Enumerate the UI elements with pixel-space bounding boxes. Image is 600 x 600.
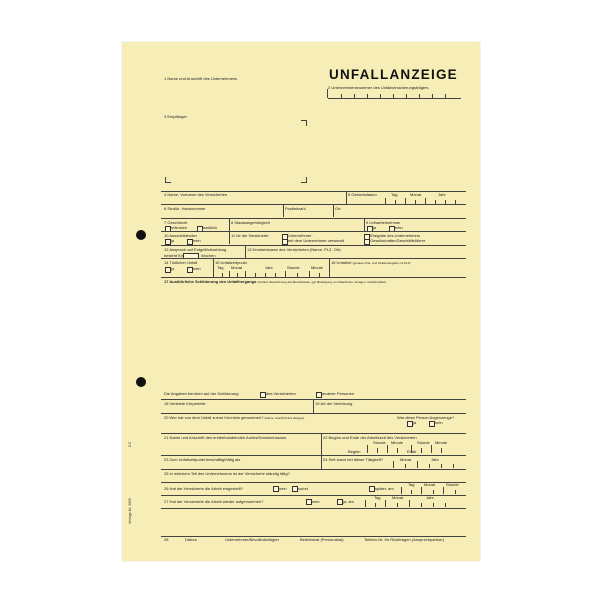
entrepreneur-label: Unternehmer <box>288 233 312 238</box>
publisher-number: Verlags-Nr. 2665 <box>128 497 132 524</box>
date-signature-label: Datum <box>185 537 197 542</box>
punch-hole-bottom <box>136 377 146 387</box>
accident-hour-label: Stunde <box>287 265 300 270</box>
spouse-label: Ehegatte des Unternehmers <box>370 233 421 238</box>
postcode-input[interactable] <box>285 211 331 217</box>
department-input[interactable] <box>164 476 463 481</box>
end-hour-label: Stunde <box>417 440 430 445</box>
start-hour-label: Stunde <box>373 440 386 445</box>
field-1-label: 1 Name und Anschrift des Unternehmens <box>164 76 238 81</box>
stopped-no-label: nein <box>279 486 287 491</box>
field-12-label: 12 Anspruch auf Entgeltfortzahlung <box>164 247 227 252</box>
date-year-label: Jahr <box>438 192 446 197</box>
signature-area[interactable] <box>164 510 463 534</box>
continued-pay-for-label: besteht für <box>164 253 183 258</box>
field-4-label: 4 Name, Vorname des Versicherten <box>164 192 228 197</box>
field-2-label: 2 Unternehmensnummer des Unfallversicherungsträgers <box>328 85 429 90</box>
first-doctor-input[interactable] <box>164 440 316 450</box>
field-11-label: 11 Ist der Versicherte <box>231 233 269 238</box>
field-8-label: 8 Staatsangehörigkeit <box>231 220 270 225</box>
field-13-label: 13 Krankenkasse des Versicherten (Name, PLZ, Ort) <box>247 247 341 252</box>
accident-month-label: Monat <box>231 265 243 270</box>
field-20-label: 20 Wer hat von dem Unfall zuerst Kenntnis genommen? (Name, Anschrift des Zeugen) <box>164 415 305 420</box>
field-10-label: 10 Auszubildender <box>164 233 197 238</box>
resume-month-label: Monat <box>392 495 404 500</box>
trainee-no-label: nein <box>193 238 201 243</box>
fatal-yes-label: ja <box>171 266 175 271</box>
field-3-input[interactable] <box>167 121 303 179</box>
begin-label: Beginn <box>348 449 361 454</box>
working-time-input[interactable] <box>367 445 463 453</box>
injured-body-parts-input[interactable] <box>164 406 310 412</box>
field-27-label: 27 Hat der Versicherte die Arbeit wieder aufgenommen? <box>164 499 264 504</box>
field-22-label: 22 Beginn und Ende der Arbeitszeit des Versicherten <box>323 435 417 440</box>
since-year-label: Jahr <box>431 457 439 462</box>
field-7-label: 7 Geschlecht <box>164 220 188 225</box>
stop-datetime-input[interactable] <box>401 487 465 494</box>
field-2-input[interactable] <box>328 89 461 98</box>
temp-worker-yes-label: ja <box>373 225 377 230</box>
stop-month-label: Monat <box>424 482 436 487</box>
resumed-no-label: nein <box>312 499 320 504</box>
city-input[interactable] <box>335 211 463 217</box>
street-input[interactable] <box>164 211 280 217</box>
field-15-label: 15 Unfallzeitpunkt <box>215 260 247 265</box>
resume-day-label: Tag <box>374 495 381 500</box>
temp-worker-no-label: nein <box>395 225 403 230</box>
stopped-immediately-label: sofort <box>298 486 309 491</box>
end-minute-label: Minute <box>435 440 448 445</box>
occupation-input[interactable] <box>164 462 316 467</box>
field-1-input[interactable] <box>164 81 324 109</box>
since-month-label: Monat <box>400 457 412 462</box>
resume-year-label: Jahr <box>426 495 434 500</box>
date-day-label: Tag <box>391 192 398 197</box>
works-council-signature-label: Betriebsrat (Personalrat) <box>300 537 344 542</box>
ort-label: Ort <box>335 206 341 211</box>
field-21-label: 21 Name und Anschrift des erstbehandelnden Arztes/Krankenhauses <box>164 435 287 440</box>
start-minute-label: Minute <box>391 440 404 445</box>
others-statement-label: anderer Personen <box>322 391 355 396</box>
resumed-yes-label: ja, am <box>343 499 354 504</box>
plz-label: Postleitzahl <box>285 206 306 211</box>
field-26-label: 26 Hat der Versicherte die Arbeit eingestellt? <box>164 486 243 491</box>
resume-date-input[interactable] <box>365 500 465 507</box>
accident-description-input[interactable] <box>164 285 463 383</box>
punch-hole-top <box>136 230 146 240</box>
end-label: Ende <box>407 449 417 454</box>
injury-type-input[interactable] <box>315 406 463 412</box>
field-4-input[interactable] <box>164 197 344 203</box>
accident-minute-label: Minute <box>311 265 324 270</box>
field-16-label: 16 Unfallort (genaue Orts- und Straßenangabe mit PLZ) <box>331 260 411 265</box>
field-28-label: 28 <box>164 537 169 542</box>
field-23-label: 23 Zum Unfallzeitpunkt beschäftigt/tätig als <box>164 457 241 462</box>
eyewitness-yes-label: ja <box>413 420 417 425</box>
male-label: männlich <box>171 225 188 230</box>
weeks-label: Wochen <box>201 253 216 258</box>
field-25-label: 25 In welchem Teil des Unternehmens ist der Versicherte ständig tätig? <box>164 471 290 476</box>
female-label: weiblich <box>203 225 218 230</box>
phone-contact-label: Telefon-Nr. für Rückfragen (Ansprechpartner) <box>364 537 445 542</box>
field-3-label: 3 Empfänger <box>164 114 187 119</box>
field-9-label: 9 Leiharbeitnehmer <box>366 220 401 225</box>
related-label: mit dem Unternehmer verwandt <box>288 238 345 243</box>
form-code: 8 C <box>128 441 132 447</box>
eyewitness-label: War diese Person Augenzeuge? <box>397 415 455 420</box>
field-17-label: 17 Ausführliche Schilderung des Unfallhergangs (Verlauf, Bezeichnung des Betriebsteils, ggf. Beteiligung von Maschinen, Anlagen, Gefahrstoffen) <box>164 279 387 284</box>
partner-label: Gesellschafter/Geschäftsführer <box>370 238 426 243</box>
field-6-label: 6 Straße, Hausnummer <box>164 206 206 211</box>
stop-hour-label: Stunde <box>446 482 459 487</box>
accident-report-form <box>161 59 466 546</box>
stop-day-label: Tag <box>408 482 415 487</box>
insured-statement-label: des Versicherten <box>266 391 296 396</box>
field-24-label: 24 Seit wann bei dieser Tätigkeit? <box>323 457 383 462</box>
stopped-later-label: später, am <box>375 486 394 491</box>
statement-basis-label: Die Angaben beruhen auf der Schilderung <box>164 391 239 396</box>
eyewitness-no-label: nein <box>435 420 443 425</box>
trainee-yes-label: ja <box>171 238 175 243</box>
field-19-label: 19 Art der Verletzung <box>315 401 353 406</box>
first-witness-input[interactable] <box>164 420 392 427</box>
accident-day-label: Tag <box>217 265 224 270</box>
form-title: UNFALLANZEIGE <box>329 67 458 82</box>
accident-year-label: Jahr <box>265 265 273 270</box>
date-month-label: Monat <box>410 192 422 197</box>
field-14-label: 14 Tödlicher Unfall <box>164 260 198 265</box>
accident-location-input[interactable] <box>331 266 463 276</box>
entrepreneur-signature-label: Unternehmer/Bevollmächtigter <box>225 537 280 542</box>
since-when-input[interactable] <box>393 461 463 468</box>
fatal-no-label: nein <box>193 266 201 271</box>
field-18-label: 18 Verletzte Körperteile <box>164 401 206 406</box>
field-5-label: 5 Geburtsdatum <box>348 192 377 197</box>
